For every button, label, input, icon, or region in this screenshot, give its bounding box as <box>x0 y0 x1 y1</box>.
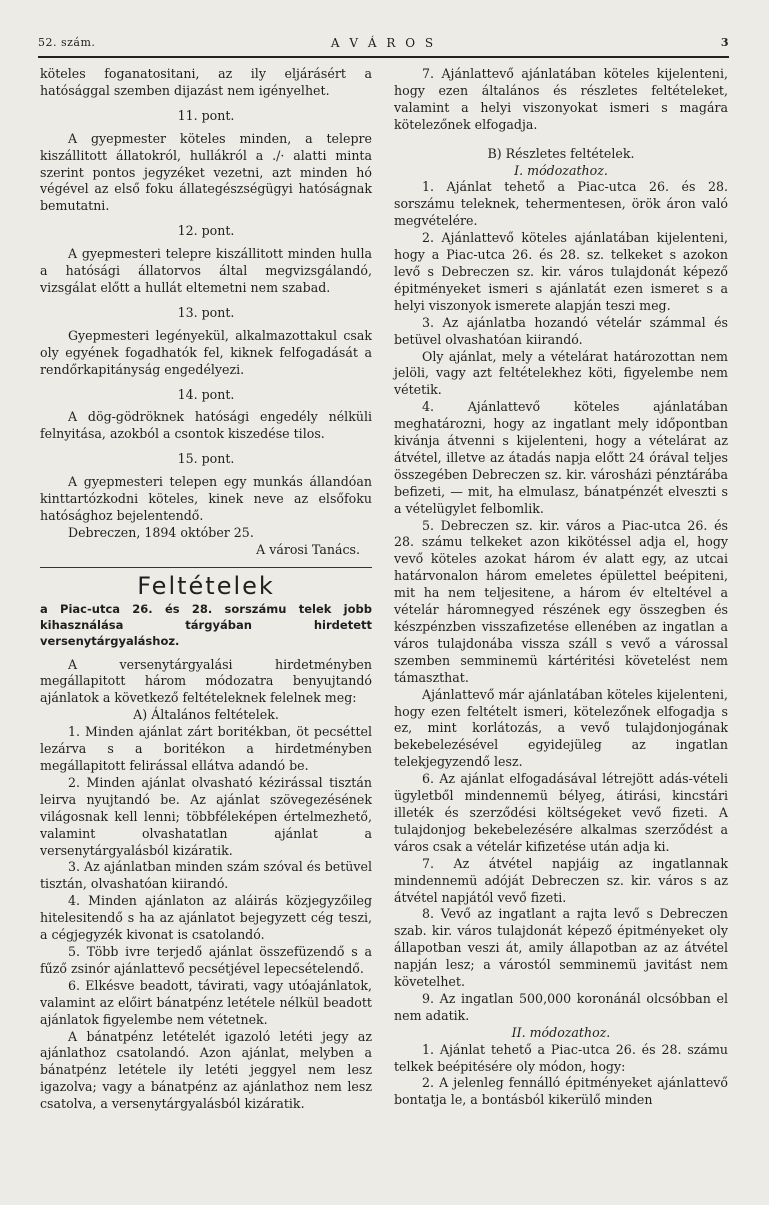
paragraph: 2. Ajánlattevő köteles ajánlatában kijelenteni, hogy a Piac-utca 26. és 28. sz. telkeket s azokon levő s Debreczen sz. kir. város tulajdonát képező épitményeket ismeri s ajánlatát ezen ismeret s a helyi viszonyok ismerete alapján teszi meg. <box>394 230 728 313</box>
point-heading: 15. pont. <box>177 451 235 467</box>
paragraph: köteles foganatositani, az ily eljárásért a hatósággal szemben dijazást nem igényelhet. <box>40 66 372 98</box>
article-subtitle: a Piac-utca 26. és 28. sorszámu telek jobb kihasználása tárgyában hirdetett versenytárgyaláshoz. <box>40 601 372 648</box>
section-divider <box>40 567 372 568</box>
subsection-heading: I. módozathoz. <box>514 162 608 178</box>
paragraph: 2. A jelenleg fennálló épitményeket ajánlattevő bontatja le, a bontásból kikerülő minden <box>394 1075 728 1108</box>
subsection-heading: II. módozathoz. <box>511 1024 611 1040</box>
paragraph: 6. Elkésve beadott, távirati, vagy utóajánlatok, valamint az előirt bánatpénz letétele nélkül beadott ajánlatok figyelembe nem vétetnek. <box>40 977 372 1027</box>
paragraph: 7. Ajánlattevő ajánlatában köteles kijelenteni, hogy ezen általános és részletes feltételeket, valamint a helyi viszonyokat ismeri s magára kötelezőnek elfogadja. <box>394 66 728 132</box>
left-column <box>40 66 372 1113</box>
paragraph: A gyepmester köteles minden, a telepre kiszállitott állatokról, hullákról a ./· alatti minta szerint pontos jegyzéket vezetni, azt minden hó végével az első foku állategészségügyi hatóságnak bemutatni. <box>40 130 372 214</box>
point-heading: 13. pont. <box>177 304 235 320</box>
paragraph: 1. Ajánlat tehető a Piac-utca 26. és 28. sorszámu teleknek, tehermentesen, örök áron való megvételére. <box>394 179 728 229</box>
paragraph: Ajánlattevő már ajánlatában köteles kijelenteni, hogy ezen feltételt ismeri, kötelezőnek elfogadja s ez, mint korlátozás, a vevő tulajdonjogának bekebelezésével egyidejüleg az ingatlan telekjegyzendő lesz. <box>394 686 728 770</box>
section-heading: A) Általános feltételek. <box>133 707 279 723</box>
page-header <box>38 36 729 56</box>
point-heading: 14. pont. <box>177 386 235 402</box>
right-column <box>394 66 728 1109</box>
paragraph: 3. Az ajánlatban minden szám szóval és betüvel tisztán, olvashatóan kiirandó. <box>40 859 372 892</box>
point-heading: 11. pont. <box>177 107 235 123</box>
date-line: Debreczen, 1894 október 25. <box>68 524 254 540</box>
paragraph: Oly ajánlat, mely a vételárat határozottan nem jelöli, vagy azt feltételekhez köti, figyelembe nem vétetik. <box>394 348 728 398</box>
newspaper-title: A V Á R O S <box>330 36 437 50</box>
issue-number: 52. szám. <box>38 36 96 49</box>
paragraph: 5. Debreczen sz. kir. város a Piac-utca 26. és 28. számu telkeket azon kikötéssel adja el, hogy vevő köteles azokat három év alatt egy, az utcai határvonalon három emeletes épülettel beépiteni, mit ha nem teljesitene, a három év elteltével a vételár háromnegyed részének egy összegben és készpénzben visszafizetése ellenében az ingatlan a város tulajdonába vissza száll s vevő a várossal szemben semminemü kártéritési követelést nem támaszthat. <box>394 517 728 685</box>
paragraph: 8. Vevő az ingatlant a rajta levő s Debreczen szab. kir. város tulajdonát képező épitményeket oly állapotban veszi át, amily állapotban az az átvétel napján lesz; a várostól semminemü javitást nem követelhet. <box>394 906 728 990</box>
paragraph: 1. Minden ajánlat zárt boritékban, öt pecséttel lezárva s a boritékon a hirdetményben megállapitott felirással ellátva adandó be. <box>40 724 372 773</box>
paragraph: 2. Minden ajánlat olvasható kézirással tisztán leirva nyujtandó be. Az ajánlat szövegezésének világosnak kell lenni; többféleképen értelmezhető, valamint olvashatatlan ajánlat a versenytárgyalásból kizáratik. <box>40 774 372 858</box>
point-heading: 12. pont. <box>177 223 235 239</box>
article-title: Feltételek <box>137 571 275 600</box>
paragraph: A dög-gödröknek hatósági engedély nélküli felnyitása, azokból a csontok kiszedése tilos. <box>40 409 372 442</box>
section-heading: B) Részletes feltételek. <box>487 145 635 161</box>
paragraph: A bánatpénz letételét igazoló letéti jegy az ajánlathoz csatolandó. Azon ajánlat, melyben a bánatpénz letétele ily letéti jeggyel nem lesz igazolva; vagy a bánatpénz az ajánlathoz nem lesz csatolva, a versenytárgyalásból kizáratik. <box>40 1028 372 1112</box>
paragraph: A versenytárgyalási hirdetményben megállapitott három módozatra benyujtandó ajánlatok a következő feltételeknek felelnek meg: <box>40 656 372 706</box>
paragraph: 6. Az ajánlat elfogadásával létrejött adás-vételi ügyletből mindennemü bélyeg, átirási, kincstári illeték és szerződési költségeket vevő fizeti. A tulajdonjog bekebelezésére alkalmas szerződést a város csak a vételár kifizetése után adja ki. <box>394 771 728 854</box>
paragraph: Gyepmesteri legényekül, alkalmazottakul csak oly egyének fogadhatók fel, kiknek felfogadását a rendőrkapitányság engedélyezi. <box>40 327 372 377</box>
paragraph: A gyepmesteri telepen egy munkás állandóan kinttartózkodni köteles, kinek neve az elsőfoku hatósághoz bejelentendő. <box>40 474 372 523</box>
paragraph: 3. Az ajánlatba hozandó vételár számmal és betüvel olvashatóan kiirandó. <box>394 314 728 347</box>
paragraph: 7. Az átvétel napjáig az ingatlannak mindennemü adóját Debreczen sz. kir. város s az átvétel napjától vevő fizeti. <box>394 855 728 905</box>
paragraph: 1. Ajánlat tehető a Piac-utca 26. és 28. számu telkek beépitésére oly módon, hogy: <box>394 1041 728 1074</box>
paragraph: 5. Több ivre terjedő ajánlat összefüzendő s a fűző zsinór ajánlattevő pecsétjével lepecsételendő. <box>40 943 372 976</box>
paragraph: 9. Az ingatlan 500,000 koronánál olcsóbban el nem adatik. <box>394 990 728 1023</box>
paragraph: 4. Minden ajánlaton az aláirás közjegyzőileg hitelesitendő s ha az ajánlatot bejegyzett cég teszi, a cégjegyzék kivonat is csatolandó. <box>40 893 372 943</box>
page-number: 3 <box>720 36 729 49</box>
header-rule <box>38 56 729 58</box>
paragraph: 4. Ajánlattevő köteles ajánlatában meghatározni, hogy az ingatlant mely időpontban kivánja átvenni s kijelenteni, hogy a vételárat az átvétel, illetve az átadás napja előtt 24 órával teljes összegében Debreczen sz. kir. városházi pénztárába befizeti, — mit, ha elmulasz, bánatpénzét elveszti s a vételügylet felbomlik. <box>394 399 728 516</box>
paragraph: A gyepmesteri telepre kiszállitott minden hulla a hatósági állatorvos által megvizsgálandó, vizsgálat előtt a hullát eltemetni nem szabad. <box>40 246 372 295</box>
signature: A városi Tanács. <box>256 541 360 557</box>
